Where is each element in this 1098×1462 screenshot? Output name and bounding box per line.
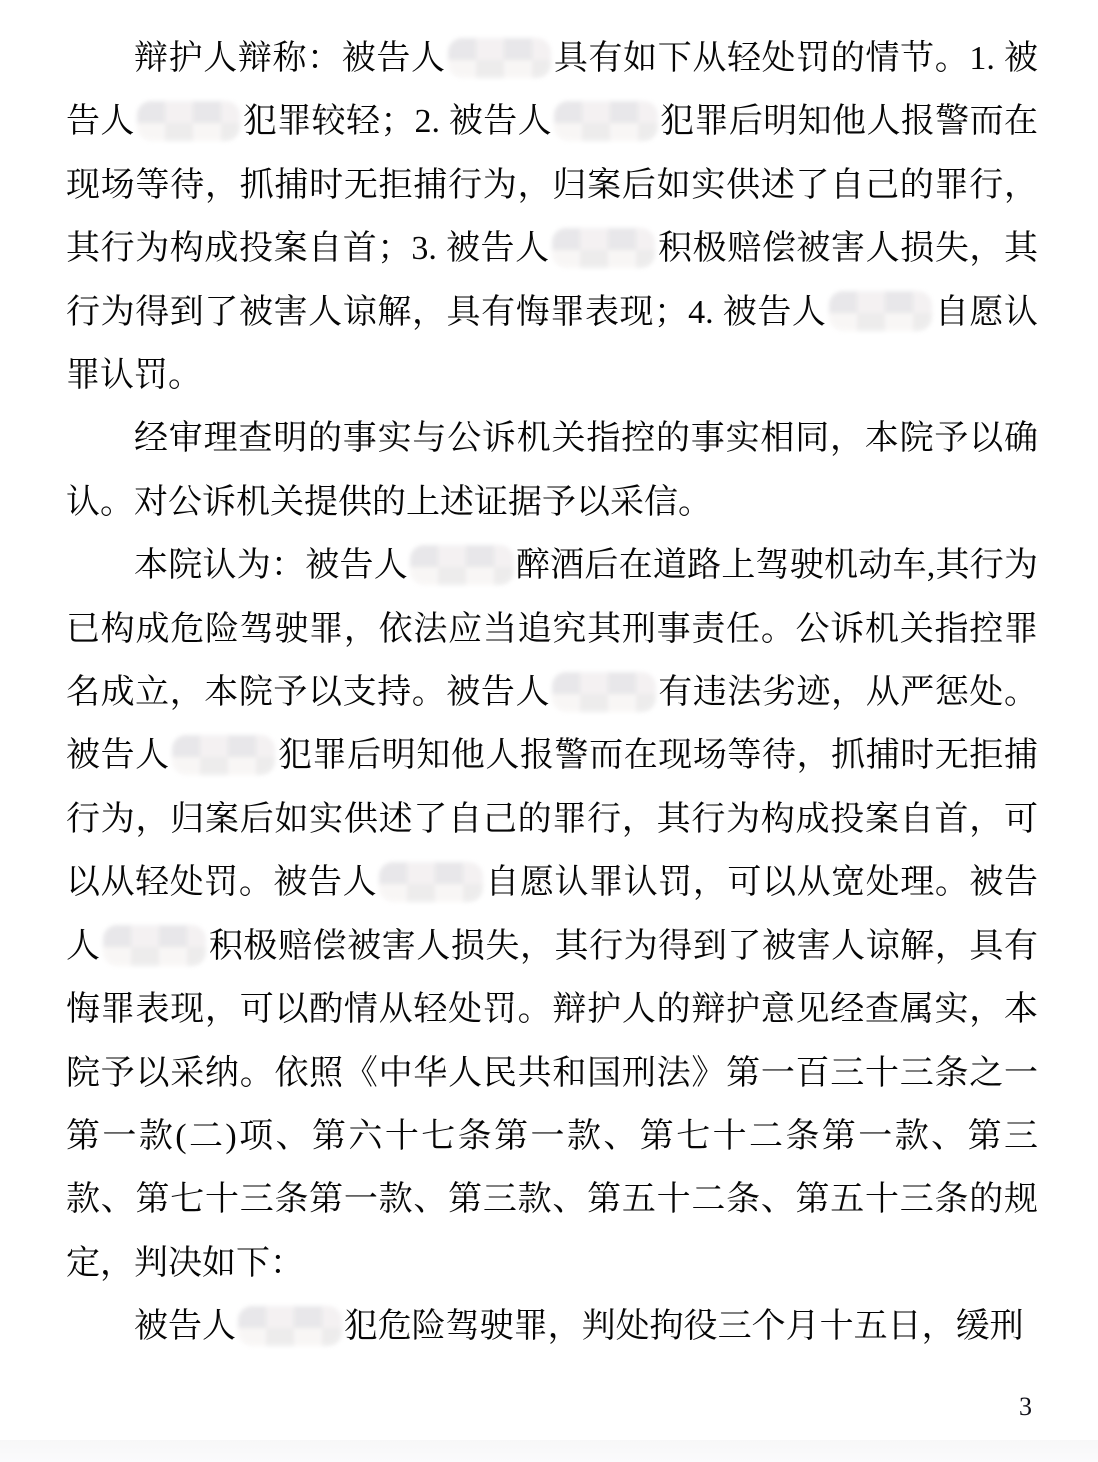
paragraph-court-opinion xyxy=(66,534,1038,1295)
page-number: 3 xyxy=(1019,1392,1032,1421)
text-run: 犯罪较轻；2. 被告人 xyxy=(242,103,553,141)
text-run: 具有如下从轻处罚的情节。1. 被告人 xyxy=(66,40,1039,141)
text-run: 本院认为：被告人 xyxy=(134,547,408,585)
text-run: 自愿认罪认罚。 xyxy=(66,293,1039,395)
text-run: 醉酒后在道路上驾驶机动车,其行为已构成危险驾驶罪，依法应当追究其刑事责任。公诉机关指控罪名成立，本院予以支持。被告人 xyxy=(66,547,1038,712)
text-run: 自愿认罪认罚，可以从宽处理。被告人 xyxy=(66,864,1039,965)
text-run: 经审理查明的事实与公诉机关指控的事实相同，本院予以确认。对公诉机关提供的上述证据予以采信。 xyxy=(66,420,1038,521)
redacted-name xyxy=(137,101,241,141)
redacted-name xyxy=(829,291,933,331)
redacted-name xyxy=(552,228,656,268)
paragraph-facts-confirmation xyxy=(66,407,1038,534)
redacted-name xyxy=(103,925,207,965)
redacted-name xyxy=(448,38,552,78)
redacted-name xyxy=(410,545,514,585)
document-body xyxy=(66,27,1038,1359)
paragraph-defense-argument xyxy=(66,27,1038,407)
text-run: 积极赔偿被害人损失，其行为得到了被害人谅解，具有悔罪表现，可以酌情从轻处罚。辩护人的辩护意见经查属实，本院予以采纳。依照《中华人民共和国刑法》第一百三十三条之一第一款(二)项、第六十七条第一款、第七十二条第一款、第三款、第七十三条第一款、第三款、第五十二条、第五十三条的规定，判决如下： xyxy=(66,927,1039,1282)
redacted-name xyxy=(379,862,483,902)
redacted-name xyxy=(554,101,658,141)
text-run: 积极赔偿被害人损失，其行为得到了被害人谅解，具有悔罪表现；4. 被告人 xyxy=(66,230,1039,331)
redacted-name xyxy=(552,672,656,712)
text-run: 犯罪后明知他人报警而在现场等待，抓捕时无拒捕行为，归案后如实供述了自己的罪行，其行为构成投案自首；3. 被告人 xyxy=(66,103,1039,268)
text-run: 辩护人辩称：被告人 xyxy=(134,40,446,77)
redacted-name xyxy=(172,735,276,775)
redacted-name xyxy=(238,1306,342,1346)
text-run: 有违法劣迹，从严惩处。被告人 xyxy=(66,674,1038,775)
text-run: 犯罪后明知他人报警而在现场等待，抓捕时无拒捕行为，归案后如实供述了自己的罪行，其行为构成投案自首，可以从轻处罚。被告人 xyxy=(66,737,1038,902)
paragraph-verdict xyxy=(66,1295,1038,1358)
page-bottom-shade xyxy=(0,1440,1098,1462)
text-run: 被告人 xyxy=(134,1308,236,1346)
text-run: 犯危险驾驶罪，判处拘役三个月十五日，缓刑 xyxy=(343,1308,1024,1346)
